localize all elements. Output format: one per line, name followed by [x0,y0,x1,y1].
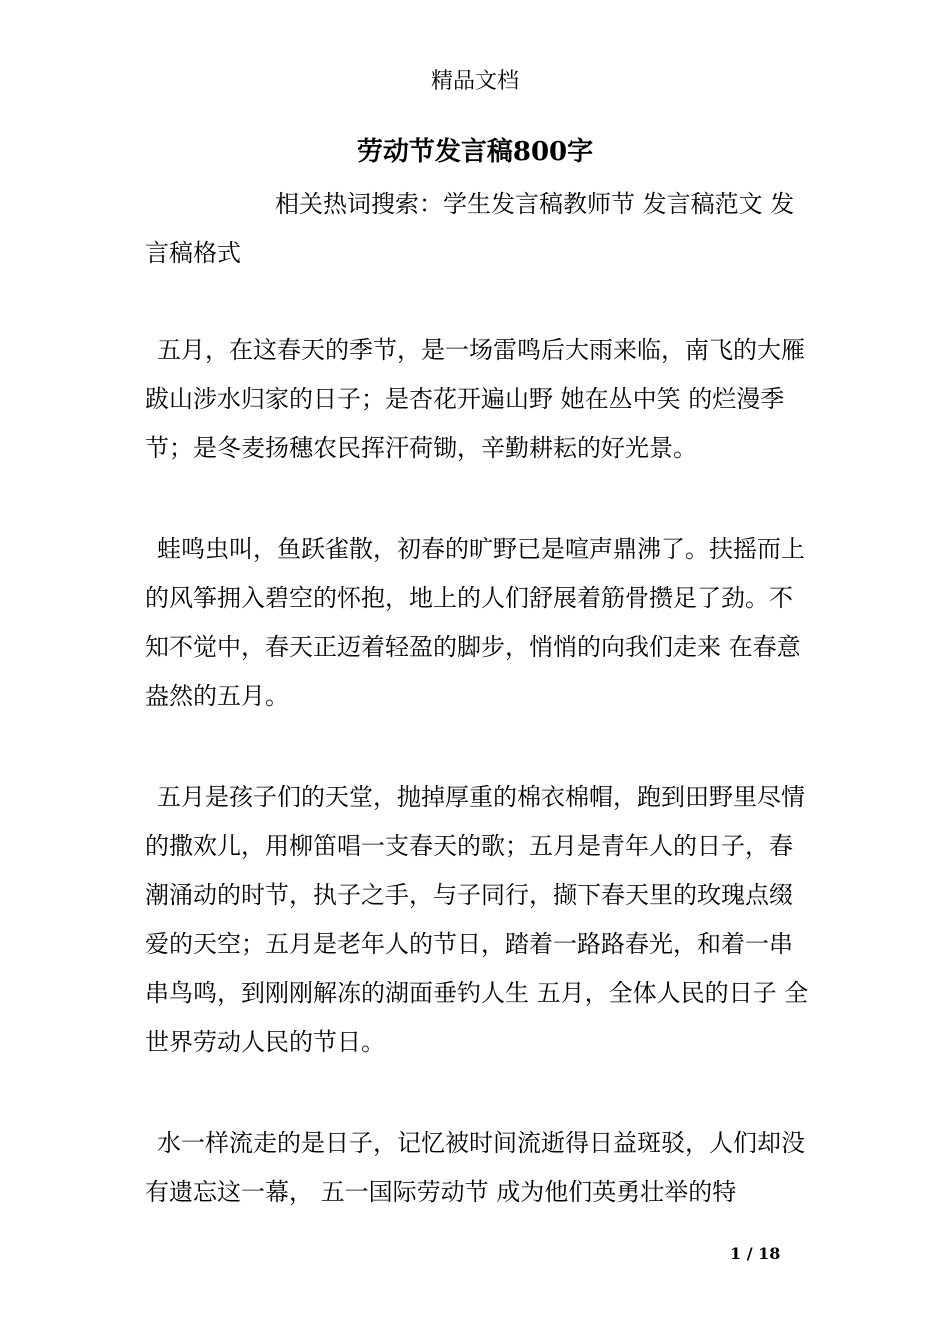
paragraph-2: 蛙鸣虫叫，鱼跃雀散，初春的旷野已是喧声鼎沸了。扶摇而上的风筝拥入碧空的怀抱，地上的人们舒展着筋骨攒足了劲。不知不觉中，春天正迈着轻盈的脚步，悄悄的向我们走来 在春意盎然的五月。 [145,535,805,710]
paragraph-3: 五月是孩子们的天堂，抛掉厚重的棉衣棉帽，跑到田野里尽情的撒欢儿，用柳笛唱一支春天的歌；五月是青年人的日子，春潮涌动的时节，执子之手，与子同行，撷下春天里的玫瑰点缀爱的天空；五月是老年人的节日，踏着一路路春光，和着一串串鸟鸣，到刚刚解冻的湖面垂钓人生 五月，全体人民的日子 全世界劳动人民的节日。 [145,783,809,1056]
related-keywords: 相关热词搜索：学生发言稿教师节 发言稿范文 发言稿格式 [145,190,795,267]
paragraph-4: 水一样流走的是日子，记忆被时间流逝得日益斑驳，人们却没有遗忘这一幕， 五一国际劳动节 成为他们英勇壮举的特 [145,1129,805,1206]
paragraph-1: 五月，在这春天的季节，是一场雷鸣后大雨来临，南飞的大雁跋山涉水归家的日子；是杏花开遍山野 她在丛中笑 的烂漫季节；是冬麦扬穗农民挥汗荷锄，辛勤耕耘的好光景。 [145,336,805,462]
page-header: 精品文档 [430,69,519,94]
page-number: 1 / 18 [730,1244,781,1263]
document-title: 劳动节发言稿800字 [356,137,594,167]
